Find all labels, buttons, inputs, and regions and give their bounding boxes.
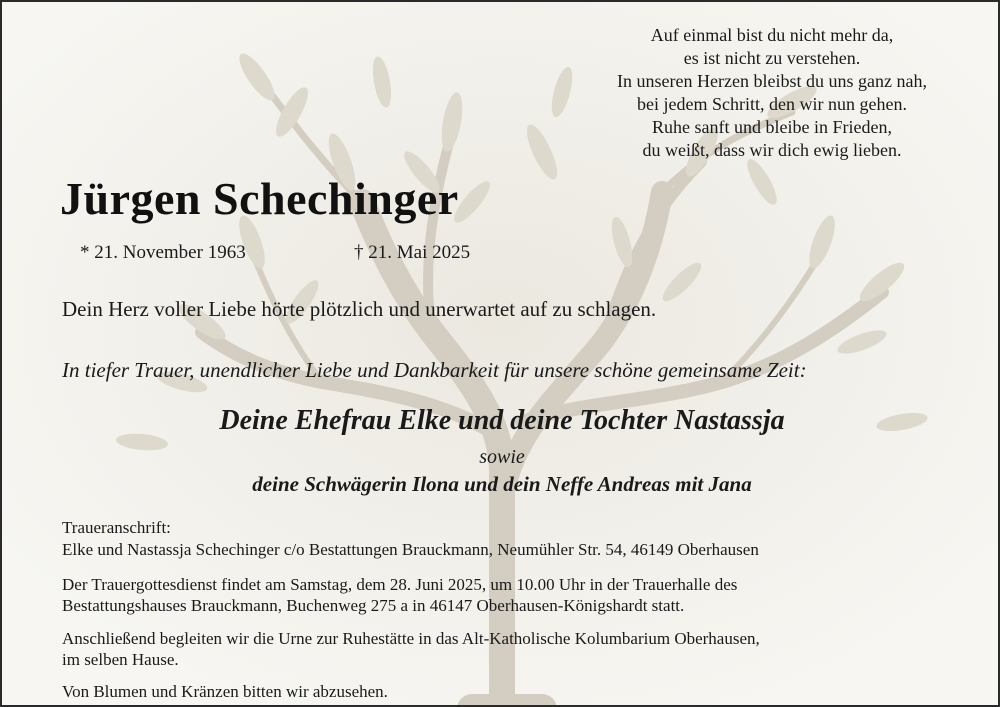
poem	[562, 24, 982, 162]
mourning-line: In tiefer Trauer, unendlicher Liebe und Dankbarkeit für unsere schöne gemeinsame Zeit:	[62, 358, 807, 382]
poem-line: Ruhe sanft und bleibe in Frieden,	[652, 117, 892, 137]
family-primary: Deine Ehefrau Elke und deine Tochter Nastassja	[219, 405, 785, 436]
poem-line: es ist nicht zu verstehen.	[683, 48, 861, 68]
service-info-line: Der Trauergottesdienst findet am Samstag, dem 28. Juni 2025, um 10.00 Uhr in der Trauerhalle des	[62, 575, 738, 594]
poem-line: du weißt, dass wir dich ewig lieben.	[642, 140, 902, 160]
service-info-line: Bestattungshauses Brauckmann, Buchenweg 275 a in 46147 Oberhausen-Königshardt statt.	[62, 596, 685, 615]
poem-line: bei jedem Schritt, den wir nun gehen.	[637, 94, 907, 114]
urn-info-line: im selben Hause.	[62, 650, 179, 669]
flowers-note: Von Blumen und Kränzen bitten wir abzusehen.	[62, 682, 388, 701]
address-label: Traueranschrift:	[62, 518, 171, 537]
family-conjunction: sowie	[479, 446, 525, 468]
urn-info-line: Anschließend begleiten wir die Urne zur Ruhestätte in das Alt-Katholische Kolumbarium Oberhausen,	[62, 629, 760, 648]
poem-line: Auf einmal bist du nicht mehr da,	[650, 25, 894, 45]
family-secondary: deine Schwägerin Ilona und dein Neffe Andreas mit Jana	[252, 472, 752, 496]
death-date: † 21. Mai 2025	[354, 242, 471, 263]
address-text: Elke und Nastassja Schechinger c/o Bestattungen Brauckmann, Neumühler Str. 54, 46149 Oberhausen	[62, 540, 759, 559]
deceased-name: Jürgen Schechinger	[60, 173, 459, 224]
memorial-message: Dein Herz voller Liebe hörte plötzlich und unerwartet auf zu schlagen.	[62, 297, 657, 321]
poem-line: In unseren Herzen bleibst du uns ganz nah,	[617, 71, 927, 91]
birth-date: * 21. November 1963	[80, 242, 246, 263]
